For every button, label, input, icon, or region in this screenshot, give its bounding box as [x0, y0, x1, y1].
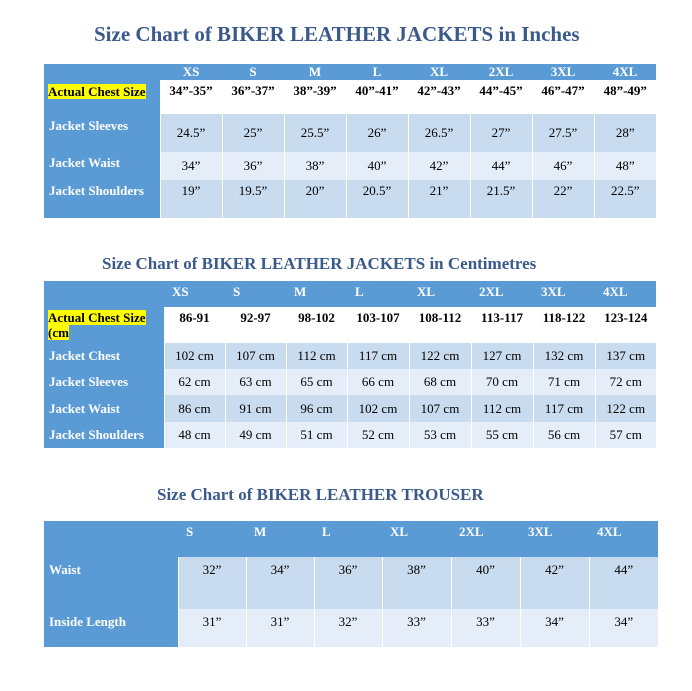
cm-chest-value: 113-117: [471, 307, 533, 343]
table-row: [44, 557, 658, 609]
trouser-row-label: Inside Length: [44, 609, 178, 647]
trouser-size-header: 2XL: [451, 521, 520, 557]
inches-size-header: XL: [408, 64, 470, 80]
cm-cell: 48 cm: [164, 422, 225, 448]
inches-chest-label-cell: [44, 80, 160, 114]
inches-chest-value: 42”-43”: [408, 80, 470, 114]
inches-cell: 27”: [470, 114, 532, 152]
inches-size-table: [44, 64, 656, 218]
inches-cell: 25.5”: [284, 114, 346, 152]
cm-cell: 52 cm: [347, 422, 409, 448]
inches-cell: 28”: [594, 114, 656, 152]
trouser-cell: 31”: [246, 609, 314, 647]
cm-row-label: Jacket Sleeves: [44, 369, 164, 395]
inches-cell: 19”: [160, 180, 222, 218]
cm-chest-value: 108-112: [409, 307, 471, 343]
inches-header-corner: [44, 64, 160, 80]
cm-chest-value: 98-102: [286, 307, 347, 343]
trouser-size-header: S: [178, 521, 246, 557]
cm-size-header: 3XL: [533, 281, 595, 307]
cm-chest-value: 92-97: [225, 307, 286, 343]
trouser-row-label: Waist: [44, 557, 178, 609]
cm-cell: 127 cm: [471, 343, 533, 369]
cm-chest-label-line1: Actual Chest Size: [48, 310, 146, 325]
cm-cell: 49 cm: [225, 422, 286, 448]
cm-cell: 91 cm: [225, 395, 286, 422]
inches-cell: 26”: [346, 114, 408, 152]
cm-cell: 107 cm: [225, 343, 286, 369]
trouser-header-corner: [44, 521, 178, 557]
cm-row-label: Jacket Shoulders: [44, 422, 164, 448]
cm-cell: 71 cm: [533, 369, 595, 395]
trouser-cell: 38”: [382, 557, 451, 609]
trouser-cell: 34”: [520, 609, 589, 647]
trouser-size-header: L: [314, 521, 382, 557]
table-row: [44, 609, 658, 647]
trouser-chart-title: Size Chart of BIKER LEATHER TROUSER: [157, 485, 484, 504]
cm-cell: 63 cm: [225, 369, 286, 395]
cm-cell: 57 cm: [595, 422, 656, 448]
cm-chest-label-line2: (cm: [48, 325, 69, 340]
inches-chest-value: 48”-49”: [594, 80, 656, 114]
cm-cell: 70 cm: [471, 369, 533, 395]
inches-cell: 44”: [470, 152, 532, 180]
cm-cell: 65 cm: [286, 369, 347, 395]
cm-chart-title: Size Chart of BIKER LEATHER JACKETS in Centimetres: [102, 254, 537, 273]
inches-cell: 22”: [532, 180, 594, 218]
inches-chest-value: 38”-39”: [284, 80, 346, 114]
inches-chart-title: Size Chart of BIKER LEATHER JACKETS in Inches: [94, 22, 580, 46]
cm-cell: 62 cm: [164, 369, 225, 395]
cm-row-label: Jacket Waist: [44, 395, 164, 422]
inches-size-header: S: [222, 64, 284, 80]
cm-size-header: S: [225, 281, 286, 307]
inches-cell: 19.5”: [222, 180, 284, 218]
trouser-size-header: 4XL: [589, 521, 658, 557]
inches-cell: 22.5”: [594, 180, 656, 218]
inches-cell: 38”: [284, 152, 346, 180]
table-row: [44, 369, 656, 395]
cm-chest-value: 118-122: [533, 307, 595, 343]
inches-cell: 40”: [346, 152, 408, 180]
cm-cell: 102 cm: [347, 395, 409, 422]
cm-cell: 66 cm: [347, 369, 409, 395]
cm-size-header: XS: [164, 281, 225, 307]
cm-size-table: [44, 281, 656, 448]
table-row: [44, 343, 656, 369]
inches-row-label: Jacket Sleeves: [44, 114, 160, 152]
trouser-cell: 32”: [314, 609, 382, 647]
cm-cell: 96 cm: [286, 395, 347, 422]
cm-cell: 112 cm: [471, 395, 533, 422]
table-row: [44, 180, 656, 218]
table-row: [44, 395, 656, 422]
table-row: [44, 152, 656, 180]
inches-size-header: 4XL: [594, 64, 656, 80]
cm-header-row: [44, 281, 656, 307]
trouser-size-header: XL: [382, 521, 451, 557]
cm-chest-label-cell: [44, 307, 164, 343]
trouser-size-header: M: [246, 521, 314, 557]
trouser-cell: 32”: [178, 557, 246, 609]
cm-cell: 137 cm: [595, 343, 656, 369]
inches-row-label: Jacket Shoulders: [44, 180, 160, 218]
inches-size-header: 2XL: [470, 64, 532, 80]
cm-cell: 53 cm: [409, 422, 471, 448]
cm-chest-value: 86-91: [164, 307, 225, 343]
trouser-cell: 40”: [451, 557, 520, 609]
trouser-cell: 33”: [382, 609, 451, 647]
cm-chest-row: [44, 307, 656, 343]
inches-chest-value: 40”-41”: [346, 80, 408, 114]
cm-cell: 86 cm: [164, 395, 225, 422]
cm-chest-value: 123-124: [595, 307, 656, 343]
table-row: [44, 422, 656, 448]
inches-size-header: M: [284, 64, 346, 80]
inches-cell: 21.5”: [470, 180, 532, 218]
inches-cell: 42”: [408, 152, 470, 180]
cm-cell: 117 cm: [347, 343, 409, 369]
inches-size-header: XS: [160, 64, 222, 80]
trouser-size-header: 3XL: [520, 521, 589, 557]
inches-chest-value: 44”-45”: [470, 80, 532, 114]
trouser-cell: 44”: [589, 557, 658, 609]
cm-size-header: 2XL: [471, 281, 533, 307]
trouser-cell: 34”: [589, 609, 658, 647]
inches-row-label: Jacket Waist: [44, 152, 160, 180]
cm-cell: 51 cm: [286, 422, 347, 448]
cm-size-header: M: [286, 281, 347, 307]
cm-cell: 122 cm: [409, 343, 471, 369]
inches-size-header: L: [346, 64, 408, 80]
cm-size-header: XL: [409, 281, 471, 307]
inches-cell: 24.5”: [160, 114, 222, 152]
inches-cell: 46”: [532, 152, 594, 180]
inches-cell: 21”: [408, 180, 470, 218]
trouser-cell: 42”: [520, 557, 589, 609]
cm-cell: 102 cm: [164, 343, 225, 369]
trouser-size-table: [44, 521, 658, 647]
trouser-cell: 36”: [314, 557, 382, 609]
inches-size-header: 3XL: [532, 64, 594, 80]
inches-cell: 20.5”: [346, 180, 408, 218]
inches-cell: 20”: [284, 180, 346, 218]
inches-header-row: [44, 64, 656, 80]
cm-cell: 68 cm: [409, 369, 471, 395]
inches-chest-value: 46”-47”: [532, 80, 594, 114]
inches-cell: 27.5”: [532, 114, 594, 152]
cm-header-corner: [44, 281, 164, 307]
cm-cell: 117 cm: [533, 395, 595, 422]
inches-cell: 34”: [160, 152, 222, 180]
cm-cell: 56 cm: [533, 422, 595, 448]
cm-cell: 107 cm: [409, 395, 471, 422]
inches-cell: 48”: [594, 152, 656, 180]
trouser-cell: 34”: [246, 557, 314, 609]
cm-cell: 72 cm: [595, 369, 656, 395]
inches-chest-row: [44, 80, 656, 114]
inches-cell: 25”: [222, 114, 284, 152]
cm-cell: 112 cm: [286, 343, 347, 369]
cm-chest-value: 103-107: [347, 307, 409, 343]
cm-cell: 55 cm: [471, 422, 533, 448]
table-row: [44, 114, 656, 152]
inches-chest-label: Actual Chest Size: [48, 84, 146, 99]
trouser-header-row: [44, 521, 658, 557]
cm-cell: 122 cm: [595, 395, 656, 422]
inches-chest-value: 36”-37”: [222, 80, 284, 114]
cm-size-header: 4XL: [595, 281, 656, 307]
trouser-cell: 31”: [178, 609, 246, 647]
cm-cell: 132 cm: [533, 343, 595, 369]
cm-size-header: L: [347, 281, 409, 307]
inches-chest-value: 34”-35”: [160, 80, 222, 114]
inches-cell: 36”: [222, 152, 284, 180]
inches-cell: 26.5”: [408, 114, 470, 152]
trouser-cell: 33”: [451, 609, 520, 647]
cm-row-label: Jacket Chest: [44, 343, 164, 369]
